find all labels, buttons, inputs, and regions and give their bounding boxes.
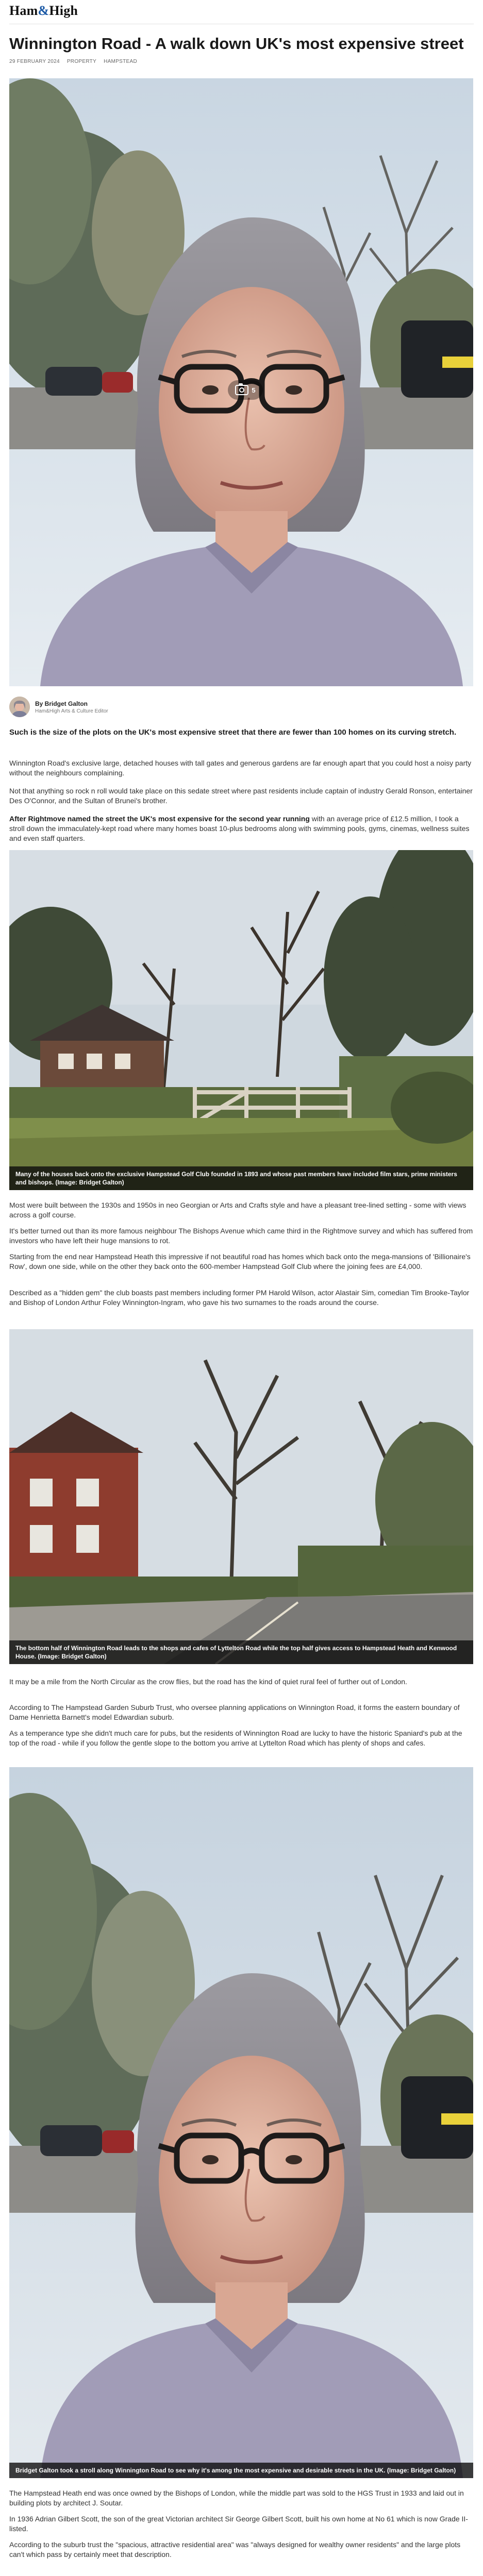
article-paragraph: In 1936 Adrian Gilbert Scott, the son of the great Victorian architect Sir George Gilbert Scott, built his own home at No 61 which is now Grade II-listed. — [9, 2515, 468, 2533]
masthead — [0, 0, 483, 26]
tag-link[interactable]: HAMPSTEAD — [104, 59, 137, 64]
logo-ampersand: & — [38, 3, 49, 18]
publish-date: 29 FEBRUARY 2024 — [9, 59, 60, 64]
selfie-photo-2 — [9, 1767, 473, 2478]
article-paragraph: Such is the size of the plots on the UK's most expensive street that there are fewer than 100 homes on its curving stretch. — [9, 728, 457, 737]
article-paragraph: Starting from the end near Hampstead Heath this impressive if not beautiful road has homes which back onto the mega-mansions of 'Billionaire's Row', down one side, while on the other they back onto the 600-member Hampstead Golf Club where the joining fees are £4,000. — [9, 1252, 471, 1270]
article-paragraph: Not that anything so rock n roll would take place on this sedate street where past residents include captain of industry Gerald Ronson, entertainer Des O'Connor, and the Sultan of Brunei's brother. — [9, 787, 473, 805]
image-caption: Bridget Galton took a stroll along Winnington Road to see why it's among the most expensive and desirable streets in the UK. (Image: Bridget Galton) — [9, 2463, 473, 2478]
article-paragraph: The Hampstead Heath end was once owned by the Bishops of London, while the middle part was sold to the HGS Trust in 1933 and laid out in building plots by architect J. Soutar. — [9, 2489, 464, 2507]
article-meta — [9, 59, 137, 64]
road-bottom-image[interactable] — [9, 1329, 473, 1664]
site-logo[interactable] — [9, 3, 78, 19]
article-paragraph: Most were built between the 1930s and 1950s in neo Georgian or Arts and Crafts style and have a pleasant tree-lined setting - some with views across a golf course. — [9, 1201, 467, 1219]
article-paragraph: Described as a "hidden gem" the club boasts past members including former PM Harold Wilson, actor Alastair Sim, comedian Tim Brooke-Taylor and Bishop of London Arthur Foley Winnington-Ingram, who gave his two surnames to the roads around the course. — [9, 1289, 470, 1307]
article-paragraph: According to the suburb trust the "spacious, attractive residential area" was "always designed for wealthy owner residents" and the large plots can't which pass by certainly meet that description. — [9, 2540, 461, 2558]
paragraph-text: with an average price of £12.5 million, I took a stroll down the immaculately-kept road where many homes boast 10-plus bedrooms along with swimming pools, gyms, cinemas, wellness suites and even staff quarters. — [9, 815, 470, 842]
camera-icon — [235, 385, 248, 395]
article-paragraph — [9, 814, 473, 843]
bold-lead: After Rightmove named the street the UK's most expensive for the second year running — [9, 815, 310, 823]
golf-club-image[interactable] — [9, 850, 473, 1190]
selfie-image[interactable] — [9, 1767, 473, 2478]
article-headline: Winnington Road - A walk down UK's most expensive street — [9, 35, 464, 53]
logo-text: Ham — [9, 3, 38, 18]
gallery-button[interactable] — [228, 380, 263, 400]
hero-image[interactable] — [9, 78, 473, 686]
article-paragraph: Winnington Road's exclusive large, detached houses with tall gates and generous gardens are far enough apart that you could host a noisy party without the neighbours complaining. — [9, 759, 472, 777]
photo-count: 5 — [252, 386, 256, 394]
image-caption: Many of the houses back onto the exclusive Hampstead Golf Club founded in 1893 and whose past members have included film stars, prime ministers and bishops. (Image: Bridget Galton) — [9, 1166, 473, 1190]
article-paragraph: It may be a mile from the North Circular as the crow flies, but the road has the kind of quiet rural feel of further out of London. — [9, 1677, 407, 1686]
image-caption: The bottom half of Winnington Road leads to the shops and cafes of Lyttelton Road while the top half gives access to Hampstead Heath and Kenwood House. (Image: Bridget Galton) — [9, 1640, 473, 1664]
byline — [9, 697, 108, 717]
author-avatar[interactable] — [9, 697, 30, 717]
road-photo — [9, 1329, 473, 1664]
article-paragraph: It's better turned out than its more famous neighbour The Bishops Avenue which came third in the Rightmove survey and which has suffered from investors who have left their huge mansions to rot. — [9, 1227, 473, 1245]
article-paragraph: According to The Hampstead Garden Suburb Trust, who oversee planning applications on Winnington Road, it forms the eastern boundary of Dame Henrietta Barnett's model Edwardian suburb. — [9, 1703, 460, 1721]
author-role: Ham&High Arts & Culture Editor — [35, 708, 108, 714]
author-name[interactable]: By Bridget Galton — [35, 700, 88, 707]
avatar-image — [9, 697, 30, 717]
tag-link[interactable]: PROPERTY — [66, 59, 97, 64]
golf-photo — [9, 850, 473, 1190]
logo-text: High — [49, 3, 78, 18]
article-paragraph: As a temperance type she didn't much care for pubs, but the residents of Winnington Road are lucky to have the historic Spaniard's pub at the top of the road - while if you follow the gentle slope to the bottom you arrive at Lyttelton Road which has plenty of shops and cafes. — [9, 1729, 462, 1747]
